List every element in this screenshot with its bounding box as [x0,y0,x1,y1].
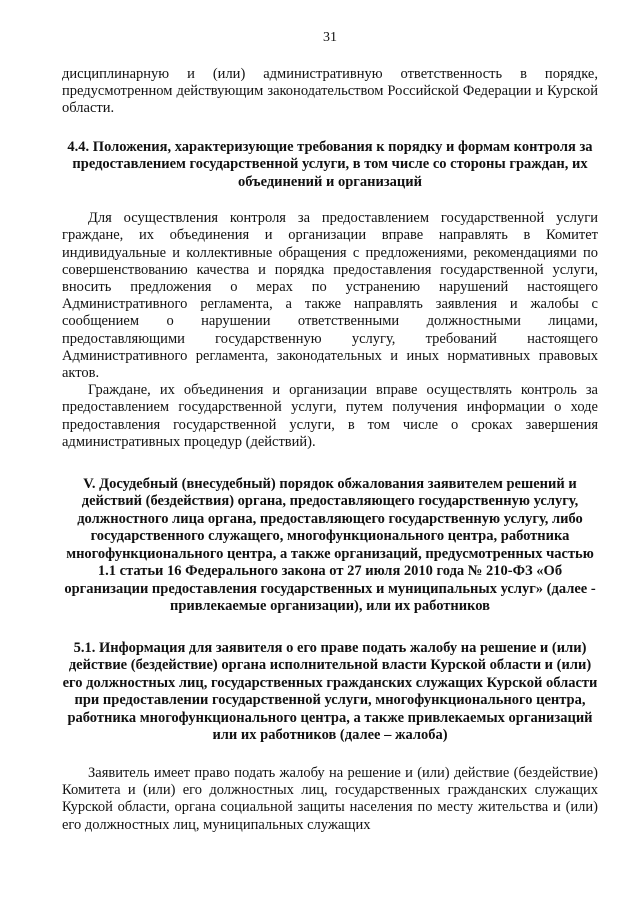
section-4-4-paragraph-1: Для осуществления контроля за предоставлением государственной услуги граждане, их объединения и организации вправе направлять в Комитет индивидуальные и коллективные обращения с предложениями, рекомендациями по совершенствованию качества и порядка предоставления государственной услуги, вносить предложения о мерах по устранению нарушений настоящего Административного регламента, а также направлять заявления и жалобы с сообщением о нарушении ответственными должностными лицами, предоставляющими государственную услугу, требований настоящего Административного регламента, законодательных и иных нормативных правовых актов. [62,210,598,381]
section-5-1-heading: 5.1. Информация для заявителя о его праве подать жалобу на решение и (или) действие (бездействие) органа исполнительной власти Курской области и (или) его должностных лиц, государственных гражданских служащих Курской области при предоставлении государственной услуги, многофункционального центра, работника многофункционального центра, а также привлекаемых организаций или их работников (далее – жалоба) [62,639,598,744]
section-v-heading: V. Досудебный (внесудебный) порядок обжалования заявителем решений и действий (бездействия) органа, предоставляющего государственную услугу, должностного лица органа, предоставляющего государственную услугу, либо государственного служащего, многофункционального центра, работника многофункционального центра, а также организаций, предусмотренных частью 1.1 статьи 16 Федерального закона от 27 июля 2010 года № 210-ФЗ «Об организации предоставления государственных и муниципальных услуг» (далее - привлекаемые организации), или их работников [64,475,596,615]
intro-paragraph: дисциплинарную и (или) административную ответственность в порядке, предусмотренном действующим законодательством Российской Федерации и Курской области. [62,66,598,117]
page-number: 31 [323,30,337,45]
document-page [62,30,598,834]
section-5-1-paragraph-1: Заявитель имеет право подать жалобу на решение и (или) действие (бездействие) Комитета и (или) его должностных лиц, государственных гражданских служащих Курской области, органа социальной защиты населения по месту жительства и (или) его должностных лиц, муниципальных служащих [62,764,598,833]
section-4-4-heading: 4.4. Положения, характеризующие требования к порядку и формам контроля за предоставлением государственной услуги, в том числе со стороны граждан, их объединений и организаций [67,138,593,190]
section-4-4-paragraph-2: Граждане, их объединения и организации вправе осуществлять контроль за предоставлением государственной услуги, путем получения информации о ходе предоставления государственной услуги, в том числе о сроках завершения административных процедур (действий). [62,382,598,450]
